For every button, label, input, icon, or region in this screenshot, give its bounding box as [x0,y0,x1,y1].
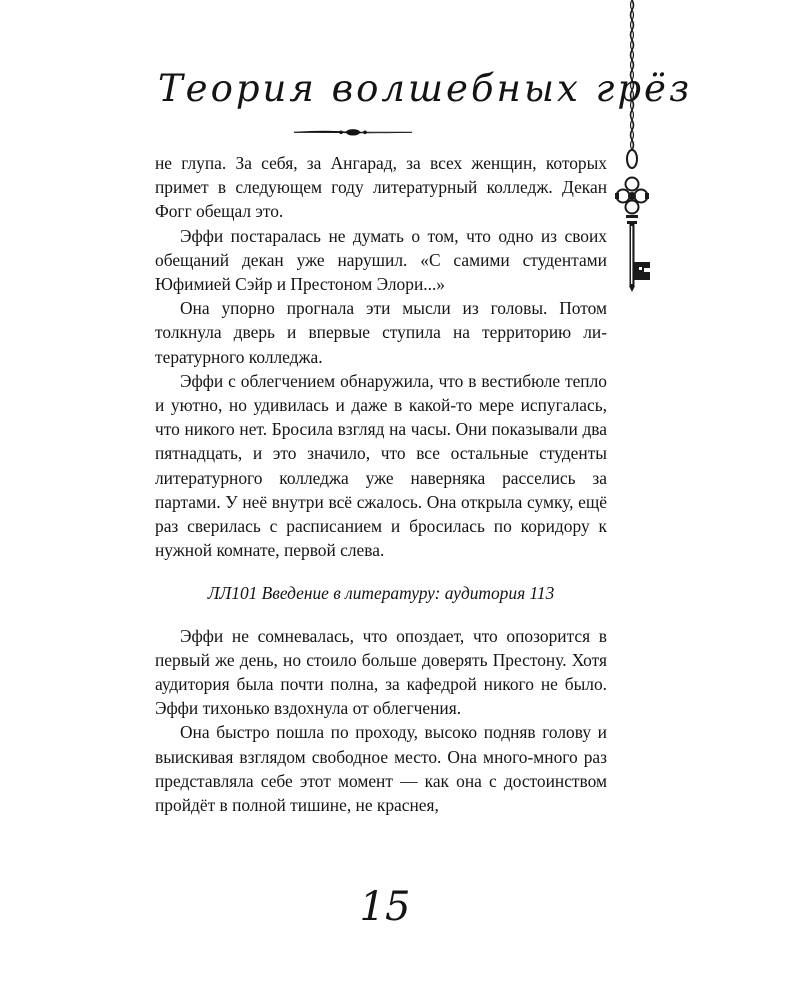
paragraph: Она быстро пошла по проходу, высоко подняв голову и выискивая взглядом свободное место. Она много-много раз представляла себе этот момент — как она с достоинством пройдёт в полной тишине, не краснея, [155,722,607,816]
paragraph: Эффи постаралась не думать о том, что одно из своих обещаний декан уже нарушил. «С самими студентами Юфимией Сэйр и Престоном Элори...» [155,225,607,295]
page-number: 15 [359,884,411,930]
key-icon [606,0,660,300]
flourish-divider-icon [290,124,416,140]
paragraph: Эффи не сомневалась, что опоздает, что опозорится в первый же день, но стоило больше доверять Престону. Хотя аудитория была почти полна, за кафедрой никого не было. Эффи тихонько вздохнула от облегчения. [155,625,607,719]
schedule-subhead: ЛЛ101 Введение в литературу: аудитория 113 [207,583,555,604]
body-text [155,151,607,817]
running-head: Теория волшебных грёз [158,67,693,110]
paragraph: Эффи с облегчением обнаружила, что в вестибюле тепло и уютно, но удивилась и даже в какой-то мере испугалась, что никого нет. Бросила взгляд на часы. Они показывали два пятнадцать, и это значило, что все остальные студенты литературного колледжа уже наверняка расселись за партами. У неё внутри всё сжалось. Она открыла сумку, ещё раз сверилась с расписанием и бросилась по коридору к нужной комнате, первой слева. [155,370,607,561]
paragraph: не глупа. За себя, за Ангарад, за всех женщин, которых примет в следующем году литературный колледж. Декан Фогг обещал это. [155,153,607,222]
paragraph: Она упорно прогнала эти мысли из головы. Потом толкнула дверь и впервые ступила на территорию литературного колледжа. [155,298,607,367]
